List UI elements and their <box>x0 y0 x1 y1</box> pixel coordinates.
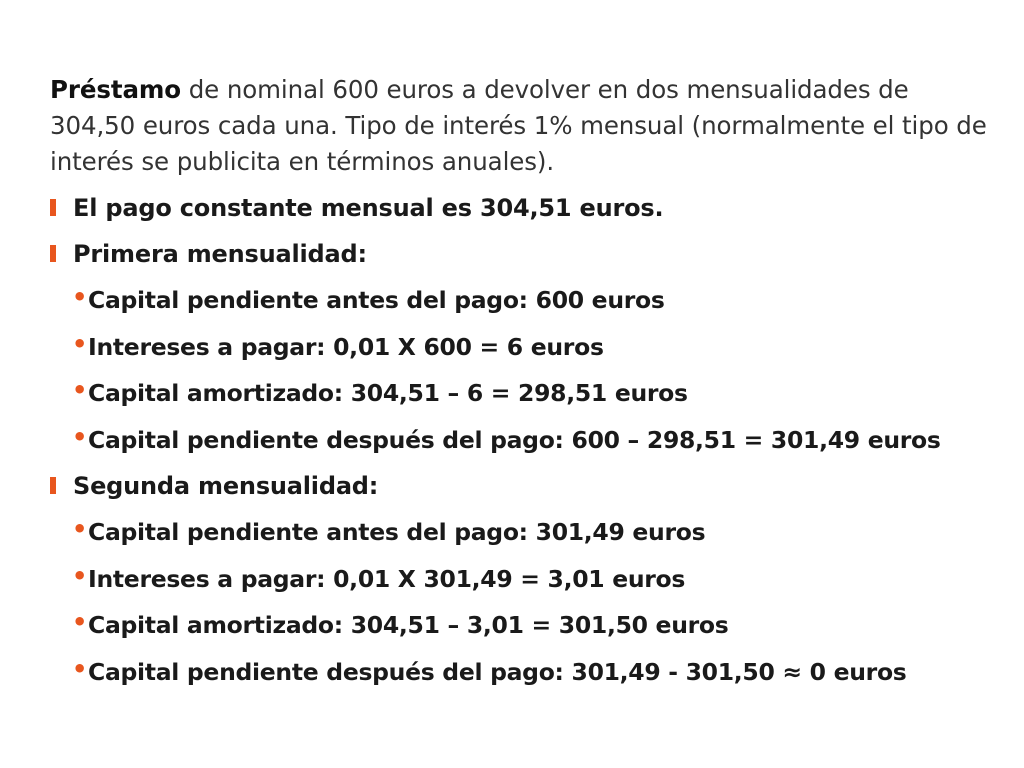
orange-bar-bullet-icon <box>50 199 56 216</box>
orange-dot-bullet-icon: • <box>72 561 88 590</box>
sub-bullet-text: Capital amortizado: 304,51 – 6 = 298,51 euros <box>88 379 688 407</box>
sub-bullet <box>50 649 990 696</box>
sub-bullet <box>50 324 990 371</box>
intro-paragraph <box>50 72 990 180</box>
sub-bullet-text: Intereses a pagar: 0,01 X 600 = 6 euros <box>88 332 604 361</box>
sub-bullet <box>50 509 990 556</box>
bullet-text: Primera mensualidad: <box>73 240 367 268</box>
orange-dot-bullet-icon: • <box>72 654 88 683</box>
sub-bullet-text: Capital pendiente después del pago: 301,49 - 301,50 ≈ 0 euros <box>88 657 907 686</box>
orange-dot-bullet-icon: • <box>72 422 88 451</box>
intro-text: de nominal 600 euros a devolver en dos mensualidades de 304,50 euros cada una. Tipo de interés 1% mensual (normalmente el tipo de interés se publicita en términos anuales). <box>50 75 987 176</box>
sub-bullet <box>50 602 990 649</box>
orange-dot-bullet-icon: • <box>72 283 88 311</box>
intro-bold-term: Préstamo <box>50 75 182 104</box>
orange-dot-bullet-icon: • <box>72 608 88 636</box>
sub-bullet-text: Capital amortizado: 304,51 – 3,01 = 301,50 euros <box>88 611 729 639</box>
sub-bullet <box>50 417 990 464</box>
sub-bullet-text: Capital pendiente después del pago: 600 – 298,51 = 301,49 euros <box>88 425 941 454</box>
bullet-segunda-mensualidad <box>50 463 990 509</box>
orange-bar-bullet-icon <box>50 245 56 262</box>
bullet-text: Segunda mensualidad: <box>73 472 379 500</box>
bullet-pago-constante <box>50 185 990 231</box>
sub-bullet <box>50 370 990 417</box>
sub-bullet-text: Capital pendiente antes del pago: 600 euros <box>88 286 665 314</box>
slide-content <box>50 72 990 695</box>
bullet-primera-mensualidad <box>50 231 990 277</box>
sub-bullet <box>50 277 990 324</box>
bullet-text: El pago constante mensual es 304,51 euros. <box>73 194 664 222</box>
orange-dot-bullet-icon: • <box>72 376 88 404</box>
sub-bullet-text: Intereses a pagar: 0,01 X 301,49 = 3,01 euros <box>88 564 686 593</box>
sub-bullet <box>50 556 990 603</box>
orange-dot-bullet-icon: • <box>72 329 88 358</box>
orange-dot-bullet-icon: • <box>72 515 88 543</box>
orange-bar-bullet-icon <box>50 477 56 494</box>
sub-bullet-text: Capital pendiente antes del pago: 301,49 euros <box>88 518 706 546</box>
